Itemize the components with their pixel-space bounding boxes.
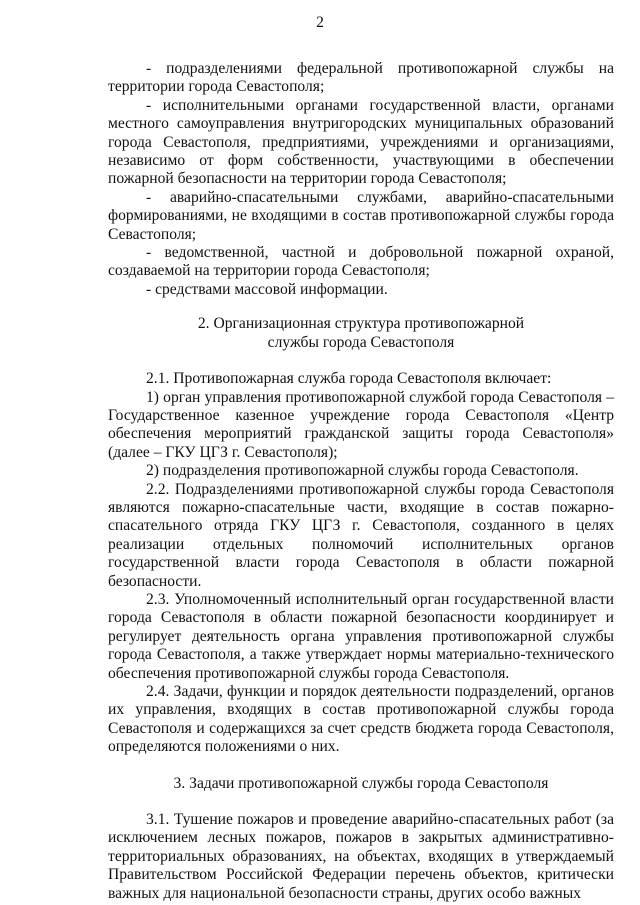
paragraph: 3.1. Тушение пожаров и проведение аварийно-спасательных работ (за исключением лесных пожаров, пожаров в закрытых административно-территориальных образованиях, на объектах, входящих в утверждаемый Правительством Российской Федерации перечень объектов, критически важных для национальной безопасности страны, других особо важных: [108, 811, 614, 902]
paragraph: 2.2. Подразделениями противопожарной службы города Севастополя являются пожарно-спасательные части, входящие в состав пожарно-спасательного отряда ГКУ ЦГЗ г. Севастополя, созданного в целях реализации отдельных полномочий исполнительных органов государственной власти города Севастополя в области пожарной безопасности.: [108, 480, 614, 590]
paragraph: 2.1. Противопожарная служба города Севастополя включает:: [146, 370, 552, 388]
list-item: - ведомственной, частной и добровольной пожарной охраной, создаваемой на территории города Севастополя;: [108, 244, 614, 280]
list-item: - исполнительными органами государственной власти, органами местного самоуправления внутригородских муниципальных образований города Севастополя, предприятиями, учреждениями и организациями, независимо от форм собственности, участвующими в обеспечении пожарной безопасности на территории города Севастополя;: [108, 96, 614, 188]
spacer: [108, 352, 614, 370]
list-item: - средствами массовой информации.: [146, 280, 388, 298]
paragraph: 2.4. Задачи, функции и порядок деятельности подразделений, органов их управления, входящих в состав противопожарной службы города Севастополя и содержащихся за счет средств бюджета города Севастополя, определяются положениями о них.: [108, 683, 614, 756]
section-3-heading: 3. Задачи противопожарной службы города Севастополя: [173, 774, 549, 792]
page-content: [108, 60, 614, 903]
spacer: [108, 757, 614, 775]
paragraph: 2.3. Уполномоченный исполнительный орган государственной власти города Севастополя в области пожарной безопасности координирует и регулирует деятельность органа управления противопожарной службы города Севастополя, а также утверждает нормы материально-технического обеспечения противопожарной службы города Севастополя.: [108, 590, 614, 682]
list-item: - подразделениями федеральной противопожарной службы на территории города Севастополя;: [108, 60, 614, 96]
paragraph: 2) подразделения противопожарной службы города Севастополя.: [146, 462, 579, 480]
spacer: [108, 793, 614, 811]
list-item: - аварийно-спасательными службами, аварийно-спасательными формированиями, не входящими в состав противопожарной службы города Севастополя;: [108, 188, 614, 243]
page-number: 2: [316, 14, 324, 31]
section-2-heading: [108, 315, 614, 352]
paragraph: 1) орган управления противопожарной службой города Севастополя – Государственное казенное учреждение города Севастополя «Центр обеспечения мероприятий гражданской защиты города Севастополя» (далее – ГКУ ЦГЗ г. Севастополя);: [108, 388, 614, 461]
section-title-line: службы города Севастополя: [267, 333, 455, 351]
section-title-line: 2. Организационная структура противопожарной: [197, 315, 525, 333]
spacer: [108, 299, 614, 315]
